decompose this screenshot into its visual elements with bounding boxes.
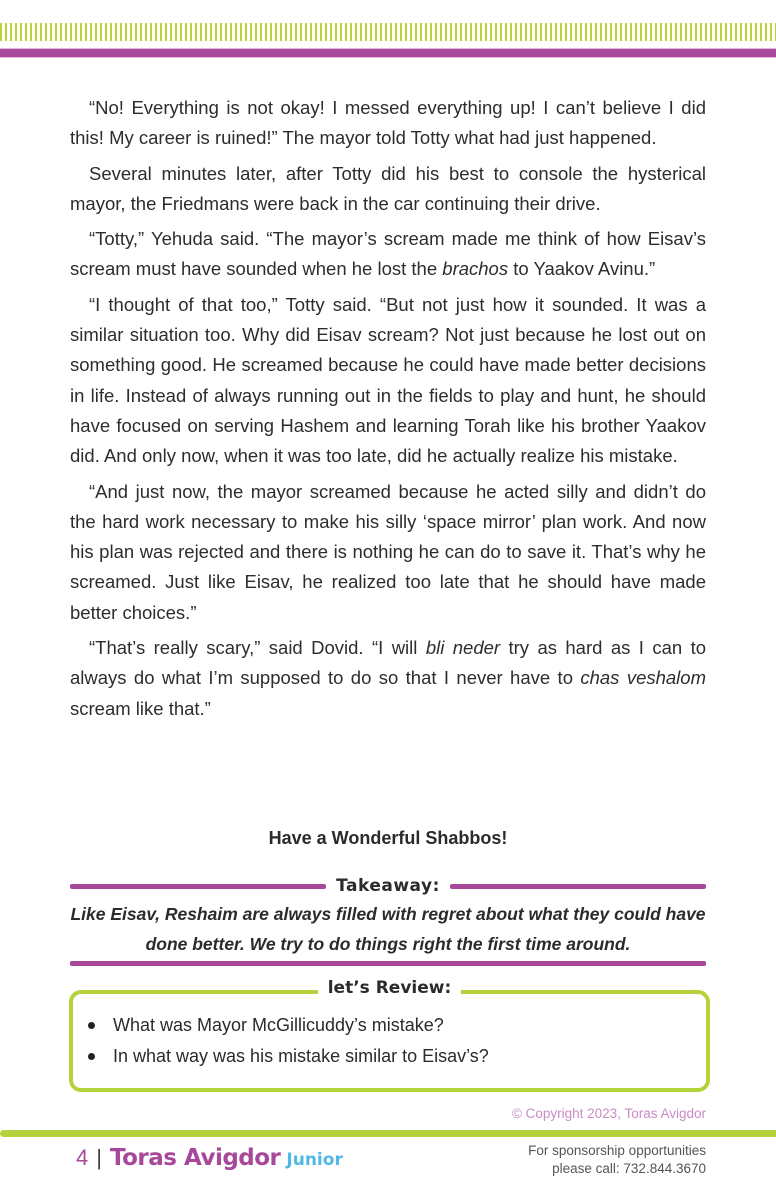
paragraph-text: “Totty,” Yehuda said. “The mayor’s scream made me think of how Eisav’s scream must have sounded when he lost the <box>70 228 706 280</box>
italic-term: chas veshalom <box>580 667 706 689</box>
header-purple-bar <box>0 48 776 58</box>
takeaway-rule-right <box>450 884 706 889</box>
paragraph-text: “That’s really scary,” said Dovid. “I will <box>89 637 426 659</box>
paragraph-text: Several minutes later, after Totty did his best to console the hysterical mayor, the Friedmans were back in the car continuing their drive. <box>70 162 706 214</box>
page-number: 4 <box>76 1145 89 1170</box>
paragraph-text: to Yaakov Avinu.” <box>508 258 656 280</box>
paragraph-text: “No! Everything is not okay! I messed everything up! I can’t believe I did this! My career is ruined!” The mayor told Totty what had just happened. <box>70 97 706 149</box>
italic-term: brachos <box>442 258 509 280</box>
closing-greeting: Have a Wonderful Shabbos! <box>268 828 508 848</box>
bullet-icon <box>88 1053 95 1060</box>
footer-separator: | <box>96 1145 102 1170</box>
question-text: What was Mayor McGillicuddy’s mistake? <box>113 1015 444 1035</box>
paragraph-text: “I thought of that too,” Totty said. “But not just how it sounded. It was a similar situation too. Why did Eisav scream? Not just because he lost out on something good. He screamed because he could have made better decisions in life. Instead of always running out in the fields to play and hunt, he should have focused on serving Hashem and learning Torah like his brother Yaakov did. And only now, when it was too late, did he actually realize his mistake. <box>70 293 706 467</box>
sponsorship-line-1: For sponsorship opportunities <box>528 1143 706 1158</box>
story-paragraph <box>70 93 706 154</box>
story-paragraph <box>70 477 706 628</box>
takeaway-rule-left <box>70 884 326 889</box>
paragraph-text: “And just now, the mayor screamed because he acted silly and didn’t do the hard work necessary to make his silly ‘space mirror’ plan work. And now his plan was rejected and there is nothing he can do to save it. That’s why he screamed. Just like Eisav, he realized too late that he should have made better choices.” <box>70 480 706 623</box>
story-paragraph <box>70 633 706 724</box>
review-title: let’s Review: <box>318 978 462 998</box>
sponsorship-line-2: please call: 732.844.3670 <box>552 1161 706 1176</box>
copyright-notice: © Copyright 2023, Toras Avigdor <box>511 1106 706 1121</box>
paragraph-text: scream like that.” <box>70 697 211 719</box>
review-header <box>69 978 710 998</box>
footer-brand <box>76 1145 343 1171</box>
question-text: In what way was his mistake similar to Eisav’s? <box>113 1046 489 1066</box>
takeaway-header <box>70 873 706 899</box>
story-paragraph <box>70 290 706 472</box>
bullet-icon <box>88 1022 95 1029</box>
story-paragraph <box>70 159 706 220</box>
takeaway-rule-bottom <box>70 961 706 966</box>
sponsorship-info <box>528 1142 706 1178</box>
header-stripe-decoration <box>0 23 776 41</box>
review-question <box>88 1041 489 1072</box>
paragraph-text: try as hard as I can to always do what I’m supposed to do so that I never have to <box>70 637 707 689</box>
story-body <box>70 93 706 729</box>
takeaway-text: Like Eisav, Reshaim are always filled with regret about what they could have done better. We try to do things right the first time around. <box>70 904 706 954</box>
brand-logo-name: Toras Avigdor <box>109 1145 281 1171</box>
story-paragraph <box>70 224 706 285</box>
review-question <box>88 1010 489 1041</box>
takeaway-title: Takeaway: <box>336 876 440 896</box>
brand-logo-sub: Junior <box>286 1150 343 1170</box>
footer-green-bar <box>0 1130 776 1137</box>
italic-term: bli neder <box>425 637 501 659</box>
review-questions <box>88 1010 489 1072</box>
